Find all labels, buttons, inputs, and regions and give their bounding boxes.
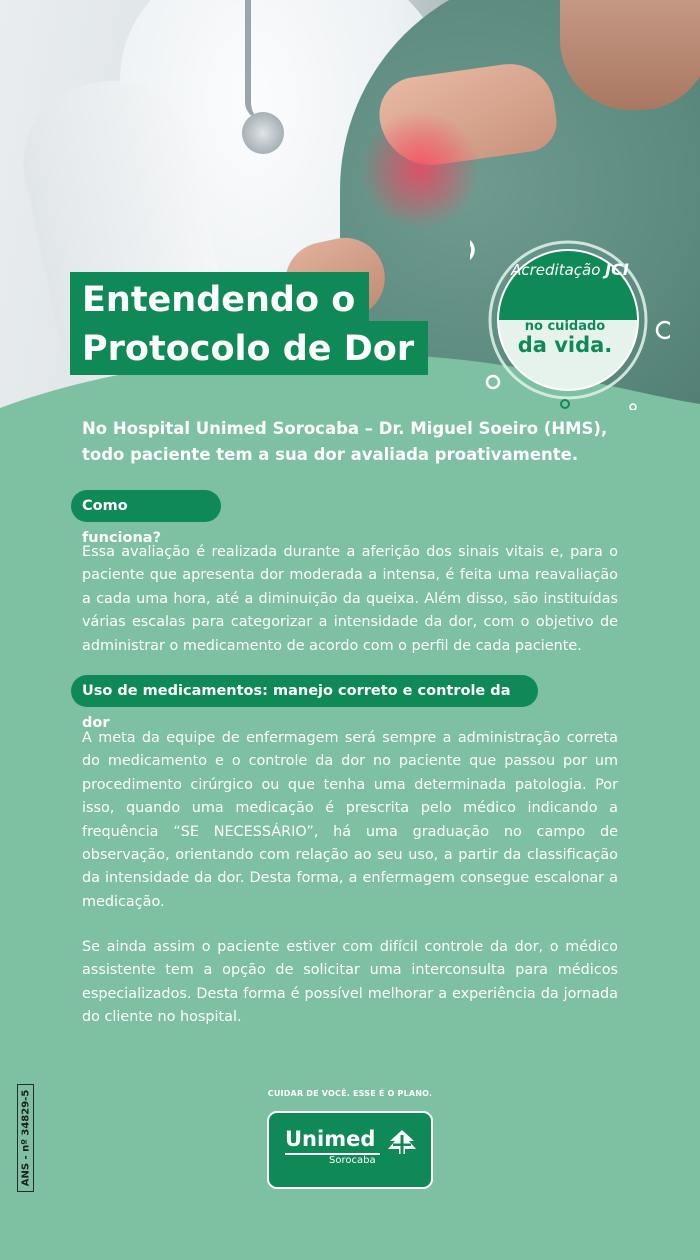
intro-text: No Hospital Unimed Sorocaba – Dr. Miguel Soeiro (HMS), todo paciente tem a sua dor avaliada proativamente. (82, 419, 608, 464)
section2-text2: Se ainda assim o paciente estiver com difícil controle da dor, o médico assistente tem a opção de solicitar uma interconsulta para médicos especializados. Desta forma é possível melhorar a experiência da jornada do cliente no hospital. (82, 939, 618, 1026)
page-title-line2: Protocolo de Dor (70, 321, 428, 375)
badge-line2: no cuidado (524, 319, 606, 334)
badge-line1: Excelência (502, 295, 628, 319)
ans-text: ANS - nº 34829-5 (20, 1089, 31, 1187)
stethoscope-tube (245, 0, 281, 120)
unimed-logo (267, 1111, 433, 1189)
footer-slogan: CUIDAR DE VOCÊ. ESSE É O PLANO. (267, 1089, 433, 1098)
ans-registration-tag (17, 1084, 34, 1192)
section2-text1: A meta da equipe de enfermagem será sempre a administração correta do medicamento e o controle da dor no paciente que passou por um procedimento cirúrgico ou que tenha uma determinada patologia. Por isso, quando uma medicação é prescrita pelo médico indicando a frequência “SE NECESSÁRIO”, há uma graduação no campo de observação, orientando com relação ao seu uso, a partir da classificação da intensidade da dor. Desta forma, a enfermagem consegue escalonar a medicação. (82, 730, 618, 910)
pain-glow (360, 110, 480, 230)
section1-text: Essa avaliação é realizada durante a aferição dos sinais vitais e, para o paciente que apresenta dor moderada a intensa, é feita uma reavaliação a cada uma hora, até a diminuição da queixa. Além disso, são instituídas várias escalas para categorizar a intensidade da dor, com o objetivo de administrar o medicamento de acordo com o perfil de cada paciente. (82, 544, 618, 654)
section-heading-medicamentos: Uso de medicamentos: manejo correto e controle da dor (71, 675, 538, 707)
page-title-line1: Entendendo o (70, 272, 369, 326)
logo-subtitle: Sorocaba (329, 1155, 376, 1166)
badge-line3: da vida. (517, 333, 613, 357)
stethoscope-icon (242, 112, 284, 154)
section-heading-como-funciona: Como funciona? (71, 490, 221, 522)
logo-name: Unimed (285, 1127, 376, 1151)
unimed-tree-icon (387, 1129, 417, 1155)
badge-accreditation: Acreditação JCI (511, 260, 629, 279)
